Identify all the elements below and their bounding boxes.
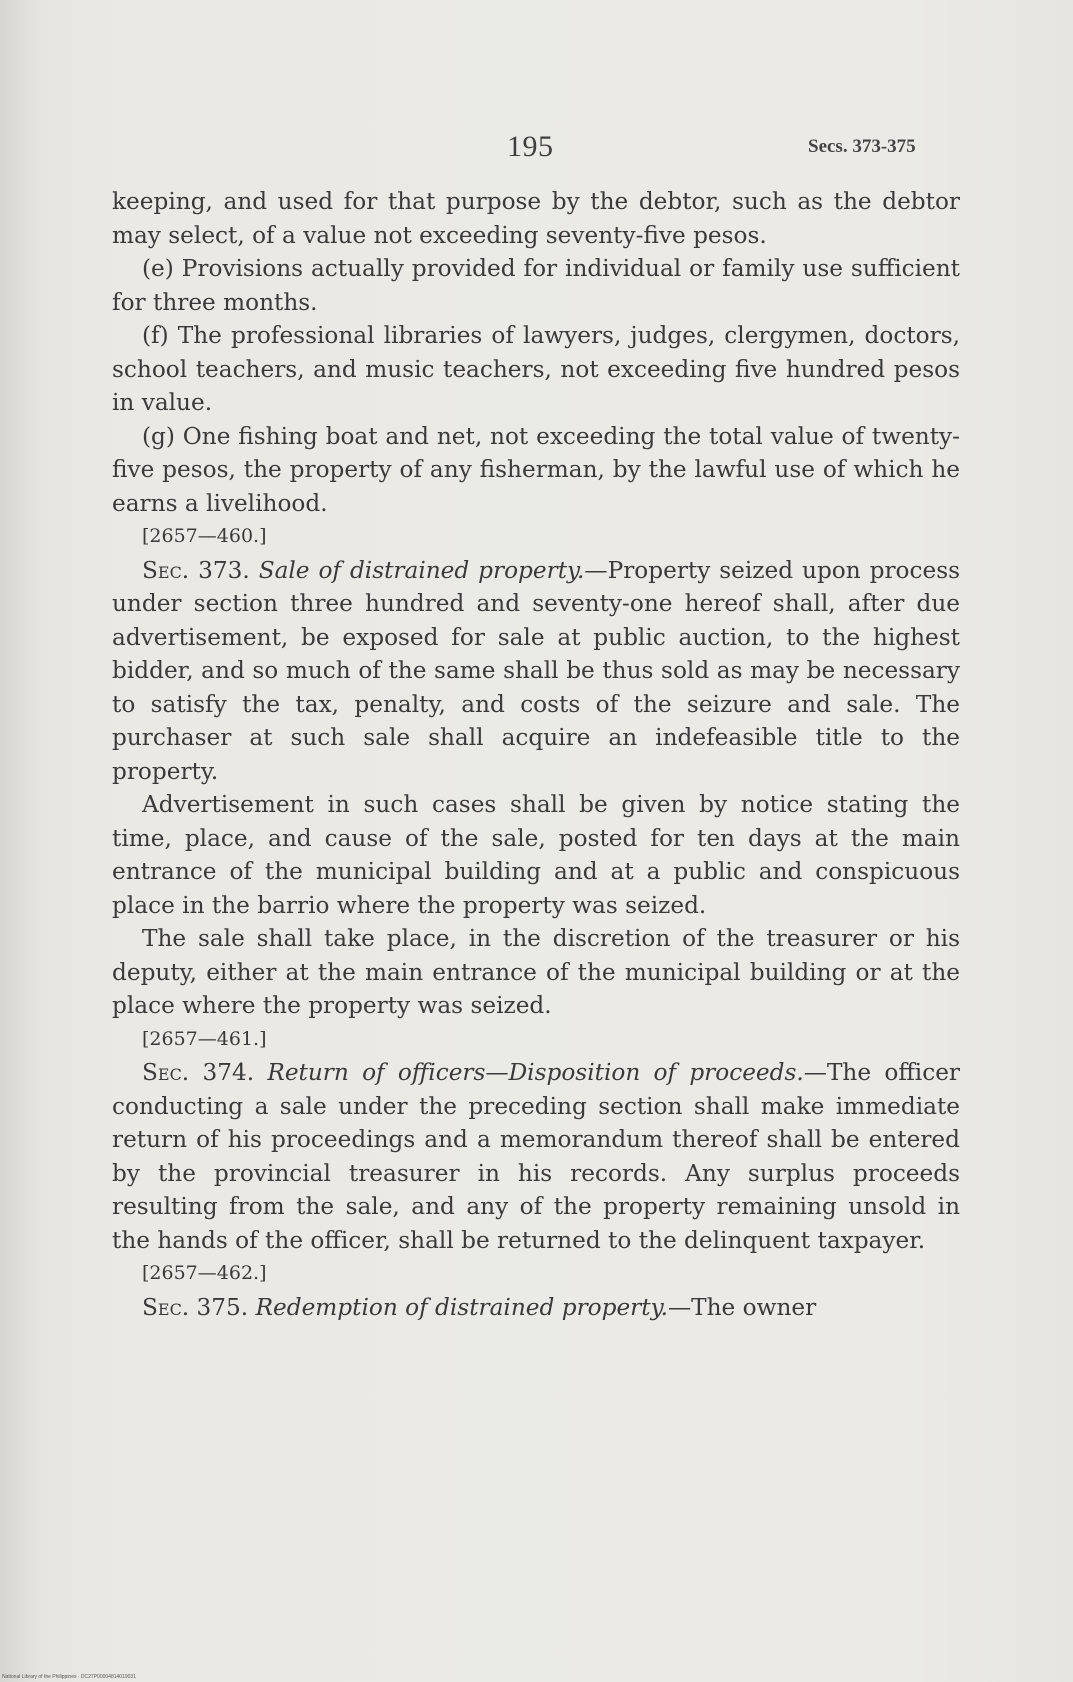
- page-body: [112, 185, 960, 1324]
- section-373-label: Sec. 373.: [142, 556, 250, 584]
- advertisement-paragraph: Advertisement in such cases shall be given by notice stating the time, place, and cause of the sale, posted for ten days at the main entrance of the municipal building and at a public and conspicuous place in the barrio where the property was seized.: [112, 791, 960, 919]
- section-375: [112, 1291, 960, 1325]
- citation-2657-460: [2657—460.]: [142, 525, 267, 547]
- exemption-item-f: (f) The professional libraries of lawyers, judges, clergymen, doctors, school teachers, and music teachers, not exceeding five hundred pesos in value.: [112, 322, 960, 416]
- section-375-text: —The owner: [667, 1293, 817, 1321]
- sale-location-paragraph: The sale shall take place, in the discretion of the treasurer or his deputy, either at the main entrance of the municipal building or at the place where the property was seized.: [112, 925, 960, 1019]
- section-374: [112, 1056, 960, 1257]
- section-374-label: Sec. 374.: [142, 1059, 255, 1086]
- section-375-title: Redemption of distrained property.: [255, 1293, 668, 1321]
- exemption-item-g: (g) One fishing boat and net, not exceeding the total value of twenty-five pesos, the property of any fisherman, by the lawful use of which he earns a livelihood.: [112, 422, 960, 517]
- section-374-title: Return of officers—Disposition of proceeds.: [267, 1059, 804, 1086]
- scan-credit: National Library of the Philippines · DC27P00004814019031: [2, 1674, 136, 1680]
- section-373: [112, 554, 960, 789]
- section-373-text: —Property seized upon process under section three hundred and seventy-one hereof shall, after due advertisement, be exposed for sale at public auction, to the highest bidder, and so much of the same shall be thus sold as may be necessary to satisfy the tax, penalty, and costs of the seizure and sale. The purchaser at such sale shall acquire an indefeasible title to the property.: [112, 556, 961, 785]
- citation-2657-461: [2657—461.]: [142, 1027, 267, 1050]
- citation-2657-462: [2657—462.]: [142, 1262, 267, 1284]
- section-375-label: Sec. 375.: [142, 1293, 249, 1321]
- exemption-item-e: (e) Provisions actually provided for individual or family use sufficient for three months.: [112, 255, 960, 316]
- section-373-title: Sale of distrained property.: [258, 556, 585, 584]
- continued-paragraph: keeping, and used for that purpose by the debtor, such as the debtor may select, of a value not exceeding seventy-five pesos.: [112, 188, 960, 249]
- page-header: [0, 130, 1073, 170]
- running-head: Secs. 373-375: [808, 136, 916, 157]
- page-number: 195: [507, 130, 554, 163]
- section-374-text: —The officer conducting a sale under the preceding section shall make immediate return of his proceedings and a memorandum thereof shall be entered by the provincial treasurer in his records. Any surplus proceeds resulting from the sale, and any of the property remaining unsold in the hands of the officer, shall be returned to the delinquent taxpayer.: [112, 1059, 961, 1254]
